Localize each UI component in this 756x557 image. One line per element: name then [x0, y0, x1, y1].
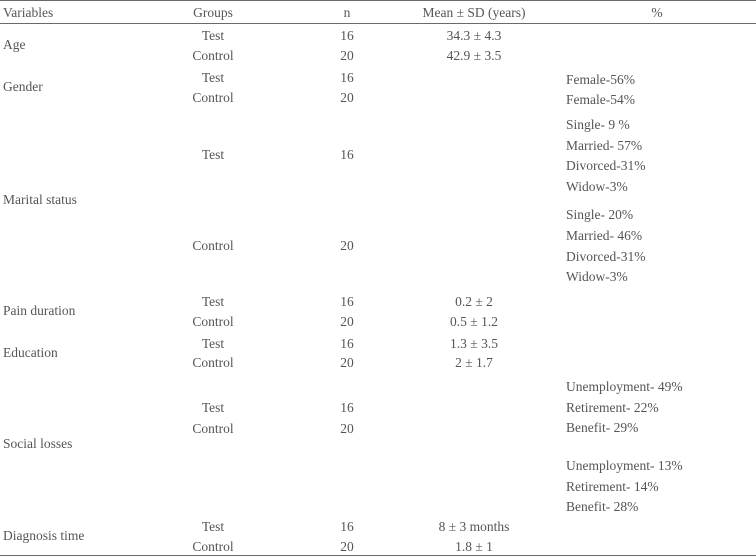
row-label-social: Social losses — [3, 436, 73, 451]
percent-cell: Unemployment- 49% — [566, 379, 683, 394]
percent-cell: Benefit- 29% — [566, 420, 639, 435]
header-variables: Variables — [3, 5, 54, 20]
top-rule — [0, 0, 756, 1]
percent-cell: Unemployment- 13% — [566, 458, 683, 473]
row-label-gender: Gender — [3, 79, 43, 94]
group-cell: Test — [201, 294, 225, 309]
header-mean: Mean ± SD (years) — [422, 5, 526, 20]
n-cell: 16 — [340, 294, 354, 309]
n-cell: 20 — [340, 90, 354, 105]
n-cell: 20 — [340, 421, 354, 436]
n-cell: 16 — [340, 336, 354, 351]
percent-cell: Married- 57% — [566, 138, 643, 153]
percent-cell: Female-54% — [566, 92, 635, 107]
row-label-marital: Marital status — [3, 192, 77, 207]
group-cell: Test — [201, 336, 225, 351]
percent-cell: Married- 46% — [566, 228, 643, 243]
group-cell: Control — [192, 90, 234, 105]
row-label-diagnosis: Diagnosis time — [3, 528, 85, 543]
group-cell: Control — [192, 314, 234, 329]
n-cell: 16 — [340, 147, 354, 162]
n-cell: 20 — [340, 238, 354, 253]
n-cell: 20 — [340, 48, 354, 63]
n-cell: 16 — [340, 70, 354, 85]
row-label-education: Education — [3, 345, 58, 360]
group-cell: Control — [192, 48, 234, 63]
header-groups: Groups — [193, 5, 233, 20]
percent-cell: Widow-3% — [566, 269, 628, 284]
group-cell: Test — [201, 400, 225, 415]
row-label-pain: Pain duration — [3, 303, 76, 318]
percent-cell: Benefit- 28% — [566, 499, 639, 514]
bottom-rule — [0, 555, 756, 556]
percent-cell: Retirement- 22% — [566, 400, 659, 415]
mean-cell: 0.2 ± 2 — [455, 294, 493, 309]
mean-cell: 0.5 ± 1.2 — [450, 314, 498, 329]
mean-cell: 42.9 ± 3.5 — [446, 48, 502, 63]
n-cell: 20 — [340, 314, 354, 329]
mean-cell: 2 ± 1.7 — [455, 355, 493, 370]
percent-cell: Female-56% — [566, 72, 635, 87]
group-cell: Test — [201, 519, 225, 534]
n-cell: 20 — [340, 355, 354, 370]
percent-cell: Widow-3% — [566, 179, 628, 194]
header-n: n — [343, 5, 351, 20]
mean-cell: 8 ± 3 months — [438, 519, 510, 534]
percent-cell: Single- 9 % — [566, 117, 630, 132]
n-cell: 16 — [340, 28, 354, 43]
group-cell: Test — [201, 147, 225, 162]
mean-cell: 34.3 ± 4.3 — [446, 28, 502, 43]
n-cell: 20 — [340, 539, 354, 554]
mean-cell: 1.3 ± 3.5 — [450, 336, 498, 351]
percent-cell: Single- 20% — [566, 207, 634, 222]
percent-cell: Divorced-31% — [566, 158, 646, 173]
row-label-age: Age — [3, 37, 26, 52]
n-cell: 16 — [340, 400, 354, 415]
group-cell: Control — [192, 355, 234, 370]
group-cell: Control — [192, 238, 234, 253]
group-cell: Test — [201, 70, 225, 85]
group-cell: Control — [192, 421, 234, 436]
header-percent: % — [651, 5, 663, 20]
header-rule — [0, 23, 756, 24]
mean-cell: 1.8 ± 1 — [455, 539, 493, 554]
percent-cell: Retirement- 14% — [566, 479, 659, 494]
group-cell: Control — [192, 539, 234, 554]
group-cell: Test — [201, 28, 225, 43]
percent-cell: Divorced-31% — [566, 249, 646, 264]
n-cell: 16 — [340, 519, 354, 534]
